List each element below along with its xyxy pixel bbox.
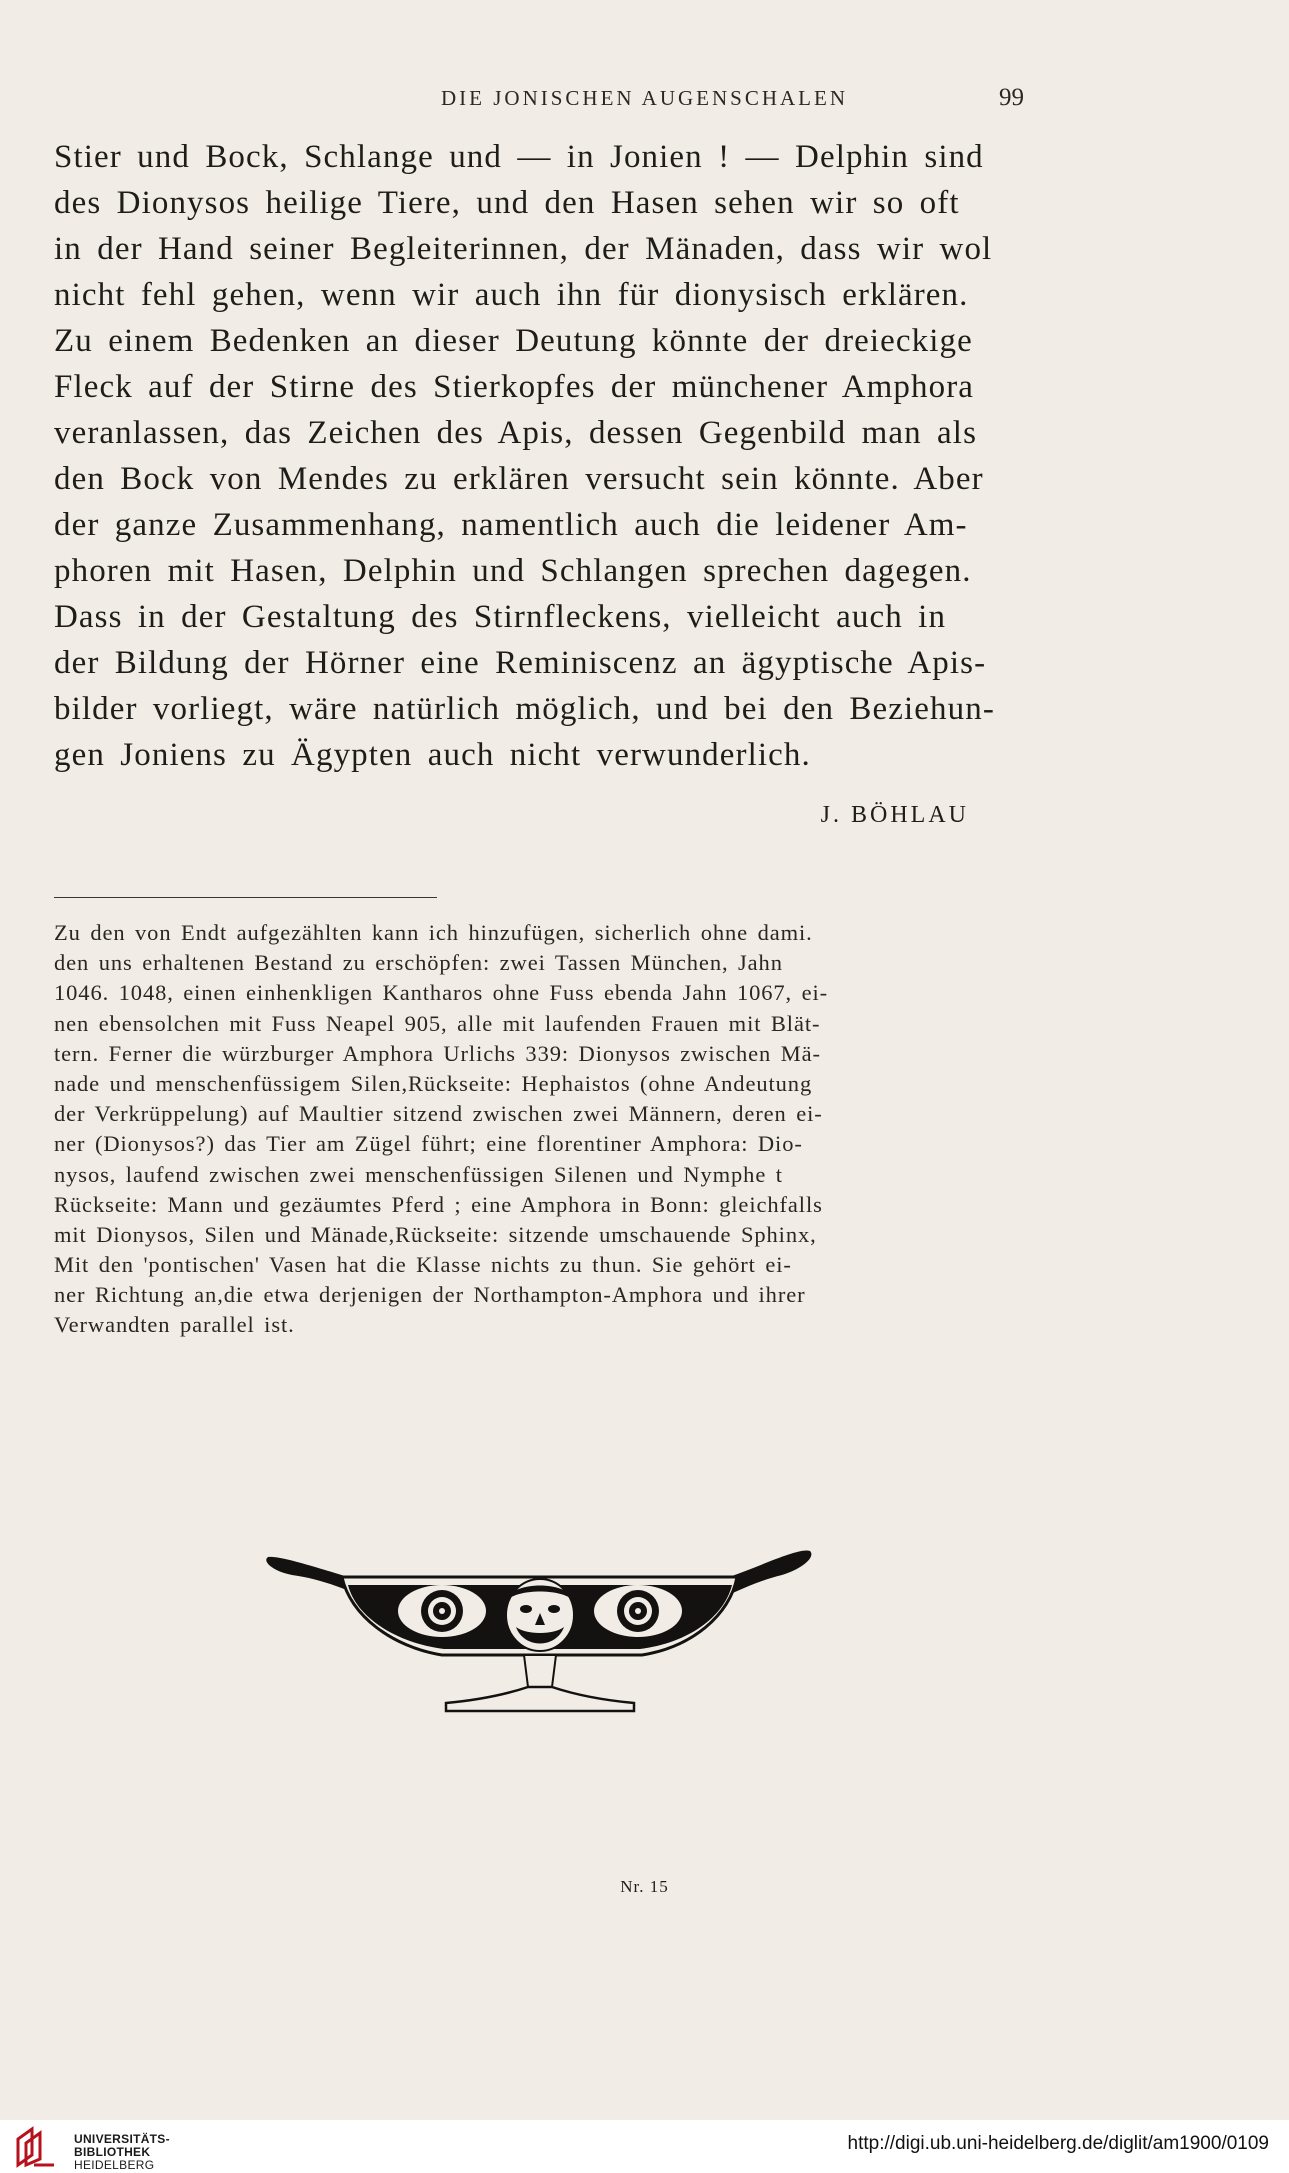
text-line: phoren mit Hasen, Delphin und Schlangen sprechen dagegen.: [54, 553, 972, 589]
footnote-line: tern. Ferner die würzburger Amphora Urlichs 339: Dionysos zwischen Mä-: [54, 1040, 821, 1066]
text-line: der ganze Zusammenhang, namentlich auch die leidener Am-: [54, 507, 968, 543]
footnote-line: Verwandten parallel ist.: [54, 1312, 295, 1338]
footnote-line: ner (Dionysos?) das Tier am Zügel führt; eine florentiner Amphora: Dio-: [54, 1131, 803, 1157]
text-line: den Bock von Mendes zu erklären versucht sein könnte. Aber: [54, 461, 984, 497]
footnote-line: Mit den 'pontischen' Vasen hat die Klasse nichts zu thun. Sie gehört ei-: [54, 1252, 792, 1278]
library-name-line: UNIVERSITÄTS-: [74, 2132, 170, 2146]
footnote-line: den uns erhaltenen Bestand zu erschöpfen: zwei Tassen München, Jahn: [54, 950, 783, 976]
footnote-line: der Verkrüppelung) auf Maultier sitzend zwischen zwei Männern, deren ei-: [54, 1101, 823, 1127]
text-line: Fleck auf der Stirne des Stierkopfes der münchener Amphora: [54, 369, 975, 405]
footnote-line: Zu den von Endt aufgezählten kann ich hinzufügen, sicherlich ohne dami.: [54, 920, 813, 945]
page-number: 99: [999, 84, 1024, 111]
text-line: gen Joniens zu Ägypten auch nicht verwunderlich.: [54, 737, 811, 773]
library-name: [74, 2133, 170, 2172]
footnote-line: 1046. 1048, einen einhenkligen Kantharos ohne Fuss ebenda Jahn 1067, ei-: [54, 980, 829, 1006]
text-line: veranlassen, das Zeichen des Apis, dessen Gegenbild man als: [54, 415, 978, 451]
figure-caption: Nr. 15: [620, 1877, 669, 1896]
text-line: Dass in der Gestaltung des Stirnfleckens, vielleicht auch in: [54, 599, 947, 635]
footnote-line: mit Dionysos, Silen und Mänade,Rückseite: sitzende umschauende Sphinx,: [54, 1221, 817, 1247]
eye-cup-kylix-drawing: [262, 1515, 822, 1715]
footnote-line: nade und menschenfüssigem Silen,Rückseite: Hephaistos (ohne Andeutung: [54, 1070, 813, 1096]
text-line: Stier und Bock, Schlange und — in Jonien ! — Delphin sind: [54, 139, 984, 175]
footnote-line: ner Richtung an,die etwa derjenigen der Northampton-Amphora und ihrer: [54, 1282, 806, 1308]
footnote-line: nysos, laufend zwischen zwei menschenfüssigen Silenen und Nymphe t: [54, 1161, 783, 1187]
text-line: Zu einem Bedenken an dieser Deutung könnte der dreieckige: [54, 323, 973, 359]
text-line: bilder vorliegt, wäre natürlich möglich, und bei den Beziehun-: [54, 691, 995, 727]
footnote-line: Rückseite: Mann und gezäumtes Pferd ; eine Amphora in Bonn: gleichfalls: [54, 1191, 823, 1217]
main-text: [54, 134, 1044, 778]
text-line: der Bildung der Hörner eine Reminiscenz an ägyptische Apis-: [54, 645, 987, 681]
cup-stem: [524, 1655, 556, 1687]
author-signature: J. BÖHLAU: [820, 802, 969, 828]
library-name-line: BIBLIOTHEK: [74, 2145, 151, 2159]
cup-foot: [446, 1687, 634, 1711]
library-name-line: HEIDELBERG: [74, 2158, 155, 2172]
footnote-line: nen ebensolchen mit Fuss Neapel 905, alle mit laufenden Frauen mit Blät-: [54, 1010, 821, 1036]
text-line: in der Hand seiner Begleiterinnen, der Mänaden, dass wir wol: [54, 231, 993, 267]
footnote: [54, 918, 1064, 1341]
library-logo-icon: [14, 2125, 58, 2169]
source-url-link[interactable]: http://digi.ub.uni-heidelberg.de/diglit/am1900/0109: [847, 2133, 1269, 2154]
text-line: des Dionysos heilige Tiere, und den Hasen sehen wir so oft: [54, 185, 960, 221]
footnote-divider: [54, 897, 437, 898]
running-head: [0, 86, 1289, 116]
text-line: nicht fehl gehen, wenn wir auch ihn für dionysisch erklären.: [54, 277, 969, 313]
running-title: DIE JONISCHEN AUGENSCHALEN: [441, 86, 848, 110]
